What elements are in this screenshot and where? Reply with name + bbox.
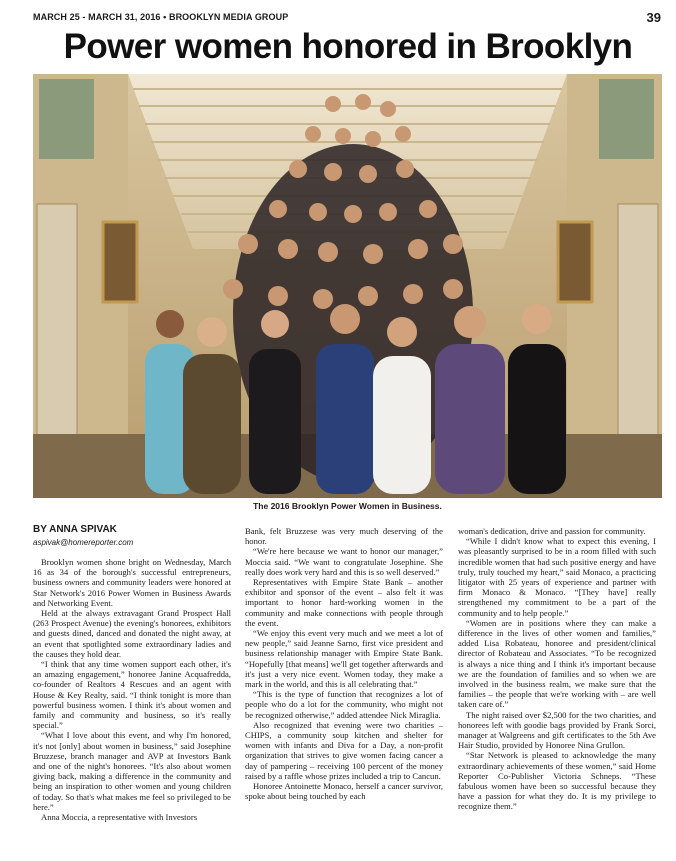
paragraph: The night raised over $2,500 for the two charities, and honorees left with goodie bags provided by Frank Sorci, manager at Walgreens and gift certificates to the 5th Ave Hair Studio, provided by Honoree Nina Grullon. [458,709,656,751]
article-column-1 [33,557,231,861]
article-column-3 [458,526,656,861]
group-photo [33,74,662,498]
paragraph: Honoree Antoinette Monaco, herself a cancer survivor, spoke about being touched by each [245,781,443,802]
paragraph: “While I didn't know what to expect this evening, I was pleasantly surprised to be in a room filled with such incredible women that had such positive energy and have truly, truly touched my heart,” said Monaco, a practicing litigator with 25 years of experience and partner with firm Monaco & Monaco. “[They have] really strengthened my commitment to be a part of the community and to help people.” [458,536,656,618]
paragraph: “This is the type of function that recognizes a lot of people who do a lot for the community, who might not be recognized otherwise,” added attendee Nick Miraglia. [245,689,443,720]
paragraph: “What I love about this event, and why I'm honored, it's not [only] about women in business,” said Josephine Bruzzese, branch manager and AVP at Investors Bank and one of the night's honorees. “It's also about women giving back, making a difference in the community and being an inspiration to other women and young children of today. So that's what makes me feel so privileged to be here.” [33,730,231,812]
headline: Power women honored in Brooklyn [63,27,633,66]
issue-date-line: MARCH 25 - MARCH 31, 2016 • BROOKLYN MEDIA GROUP [33,12,289,22]
paragraph: Anna Moccia, a representative with Investors [41,812,198,823]
byline-email: aspivak@homereporter.com [33,538,134,547]
paragraph: Also recognized that evening were two charities – CHIPS, a community soup kitchen and shelter for women with infants and Diva for a Day, a non-profit organization that strives to give women facing cancer a day of pampering – receiving 100 percent of the money raised by a raffle whose prizes included a trip to Cancun. [245,719,443,781]
paragraph: Representatives with Empire State Bank – another exhibitor and sponsor of the event – also felt it was important to honor hard-working women in the community and make connections with people through the event. [245,577,443,628]
page-number: 39 [646,10,661,25]
article-column-2 [245,526,443,861]
paragraph: “We're here because we want to honor our manager,” Moccia said. “We want to congratulate Josephine. She really does work very hard and this is so well deserved.” [245,546,443,577]
paragraph: Bank, felt Bruzzese was very much deserving of the honor. [245,526,443,547]
paragraph: “Star Network is pleased to acknowledge the many extraordinary achievements of these women,” said Home Reporter Co-Publisher Victoria Schneps. “These fabulous women have been so successful because they have a passion for what they do. It is my privilege to recognize them.” [458,750,656,812]
paragraph: “We enjoy this event very much and we meet a lot of new people,” said Jeanne Sarno, first vice president and business relationship manager with Empire State Bank. “Hopefully [that means] we'll get together afterwards and it's just a very nice event. Women today, they make a mark in the world, and this is all celebrating that.” [245,628,443,690]
paragraph: Held at the always extravagant Grand Prospect Hall (263 Prospect Avenue) the evening's honorees, exhibitors and guests dined, danced and donated the night away, at an event that spotlighted some extraordinary ladies and the causes they hold dear. [33,608,231,659]
paragraph: “Women are in positions where they can make a difference in the lives of other women and families,” added Lisa Robateau, honoree and president/clinical director of Robateau and Associates. “To be recognized is always a nice thing and I think it's important because we are the foundation of families and so when we are involved in the business realm, we make sure that the families – the people that we're working with – are well taken care of.” [458,617,656,710]
byline: BY ANNA SPIVAK [33,524,117,535]
paragraph: “I think that any time women support each other, it's an amazing engagement,” honoree Janine Acquafredda, co-founder of Realtors 4 Rescues and an agent with House & Key Realty, said. “I think tonight is more than powerful business women. I think it's about women and family and community and business, so it's really special.” [33,659,231,731]
paragraph: Brooklyn women shone bright on Wednesday, March 16 as 34 of the borough's successful entrepreneurs, business owners and community leaders were honored at Star Network's 2016 Power Women in Business Awards and Networking Event. [33,557,231,608]
photo-caption: The 2016 Brooklyn Power Women in Business. [253,501,442,511]
paragraph: woman's dedication, drive and passion for community. [458,526,646,536]
